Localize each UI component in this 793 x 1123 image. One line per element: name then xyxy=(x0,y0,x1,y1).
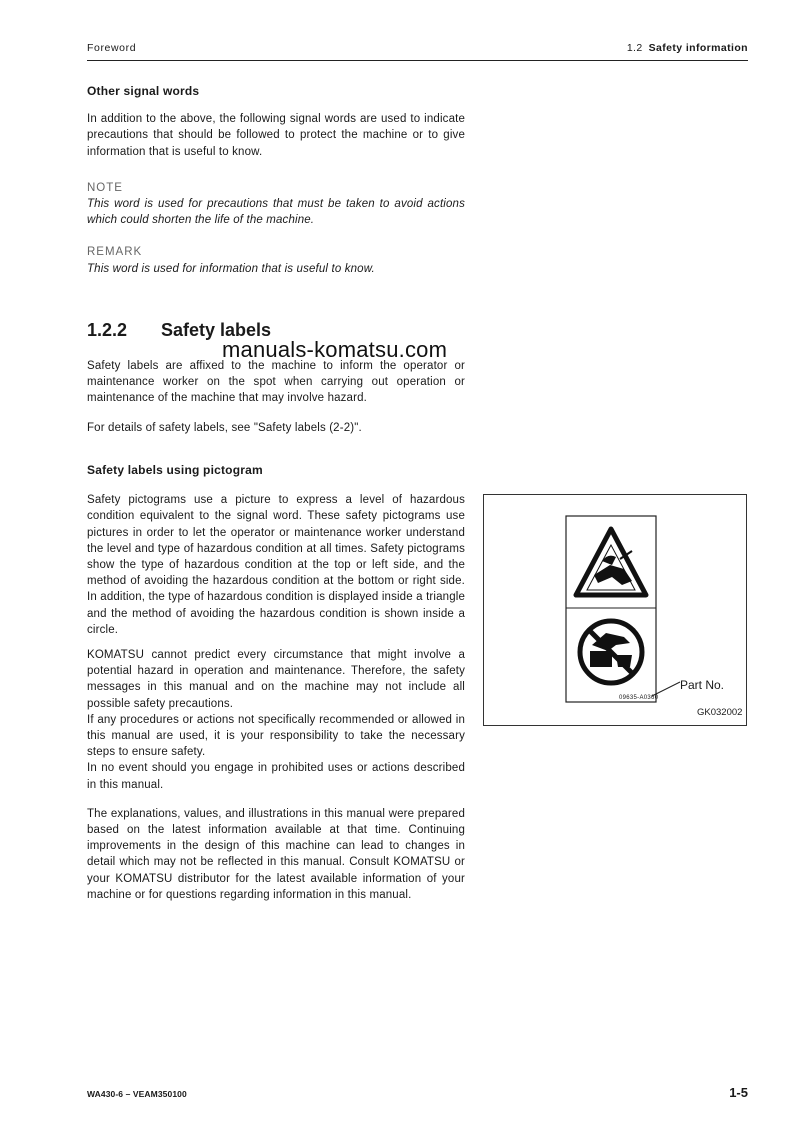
figure-small-code: 09635-A0360 xyxy=(619,695,659,701)
footer-model: WA430-6 – VEAM350100 xyxy=(87,1089,187,1099)
safety-label-figure xyxy=(483,494,747,726)
remark-text: This word is used for information that is useful to know. xyxy=(87,262,375,275)
note-label: NOTE xyxy=(87,181,123,194)
header-foreword: Foreword xyxy=(87,42,137,54)
note-text: This word is used for precautions that must be taken to avoid actions which could shorten the life of the machine. xyxy=(87,198,465,227)
pictogram-heading: Safety labels using pictogram xyxy=(87,463,263,477)
pictogram-paragraph-4: In no event should you engage in prohibited uses or actions described in this manual. xyxy=(87,762,465,791)
header-section xyxy=(627,42,748,54)
pictogram-section xyxy=(87,462,465,903)
pictogram-paragraph-2: KOMATSU cannot predict every circumstance that might involve a potential hazard in operation and maintenance. Therefore, the safety messages in this manual and on the machine may not include all possible safety precautions. xyxy=(87,649,465,710)
safety-labels-paragraph: Safety labels are affixed to the machine to inform the operator or maintenance worker on the spot when carrying out operation or maintenance of the machine that may involve hazard. xyxy=(87,360,465,405)
other-signal-words-intro: In addition to the above, the following signal words are used to indicate precautions that should be followed to protect the machine or to give information that is useful to know. xyxy=(87,113,465,158)
watermark-text: manuals-komatsu.com xyxy=(222,337,448,362)
pictogram-paragraph-5: The explanations, values, and illustrations in this manual were prepared based on the latest information available at that time. Continuing improvements in the design of this machine can lead to changes in detail which may not be reflected in this manual. Consult KOMATSU or your KOMATSU distributor for the latest available information of your machine or for questions regarding information in this manual. xyxy=(87,807,465,901)
other-signal-words-heading: Other signal words xyxy=(87,84,200,98)
header-section-number: 1.2 xyxy=(626,42,643,54)
header-section-title: Safety information xyxy=(648,42,748,54)
footer-page-number: 1-5 xyxy=(729,1085,748,1100)
header-divider xyxy=(87,60,748,61)
figure-part-number-label: Part No. xyxy=(680,678,725,692)
section-number: 1.2.2 xyxy=(87,320,128,340)
remark-label: REMARK xyxy=(87,246,143,259)
safety-labels-section xyxy=(87,358,465,436)
figure-code: GK032002 xyxy=(697,707,743,718)
section-title: Safety labels xyxy=(161,320,272,340)
other-signal-words-section xyxy=(87,83,465,277)
pictogram-paragraph-3: If any procedures or actions not specifically recommended or allowed in this manual are used, it is your responsibility to take the necessary steps to ensure safety. xyxy=(87,713,465,759)
pictogram-paragraph-1: Safety pictograms use a picture to express a level of hazardous condition equivalent to the signal word. These safety pictograms use pictures in order to let the operator or maintenance worker understand the level and type of hazardous condition at all times. Safety pictograms show the type of hazardous condition at the top or left side, and the method of avoiding the hazardous condition at the bottom or right side. In addition, the type of hazardous condition is displayed inside a triangle and the method of avoiding the hazardous condition is shown inside a circle. xyxy=(87,494,465,636)
prohibition-circle-icon xyxy=(580,621,642,683)
safety-labels-reference: For details of safety labels, see "Safety labels (2-2)". xyxy=(87,421,362,434)
